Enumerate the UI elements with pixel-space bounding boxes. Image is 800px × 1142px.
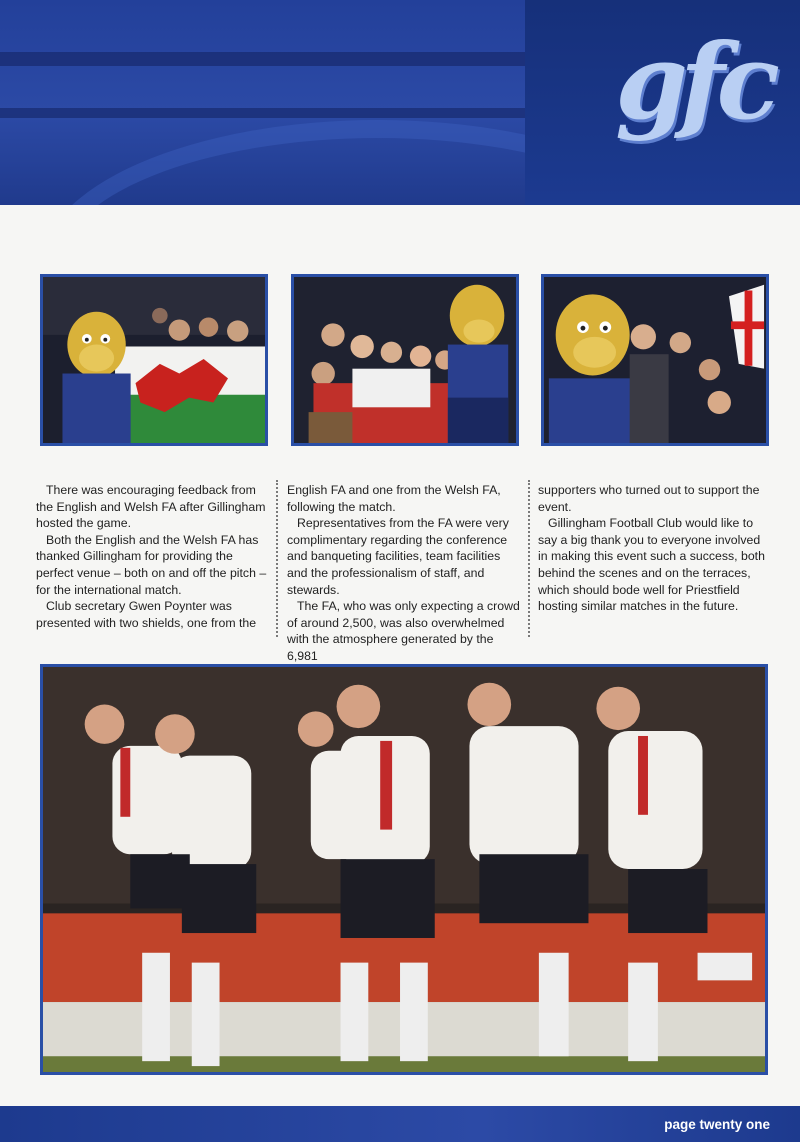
photo-england-players-running [40, 664, 768, 1075]
photo-mascot-young-fans [291, 274, 519, 446]
article-paragraph: supporters who turned out to support the event. [538, 483, 760, 514]
article-column-2 [287, 482, 521, 665]
article-column-3 [538, 482, 772, 615]
article-paragraph: The FA, who was only expecting a crowd of around 2,500, was also overwhelmed with the atmosphere generated by the 6,981 [287, 599, 520, 663]
column-divider [528, 480, 530, 637]
page-number: page twenty one [664, 1117, 770, 1132]
article-paragraph: English FA and one from the Welsh FA, following the match. [287, 483, 501, 514]
article-column-1 [36, 482, 270, 631]
header-banner [0, 0, 800, 205]
article-paragraph: Club secretary Gwen Poynter was presented with two shields, one from the [36, 599, 257, 630]
article-paragraph: There was encouraging feedback from the English and Welsh FA after Gillingham hosted the game. [36, 483, 266, 531]
photo-mascot-england-fans [541, 274, 769, 446]
column-divider [276, 480, 278, 637]
club-logo: gfc [615, 20, 772, 143]
article-paragraph: Both the English and the Welsh FA has thanked Gillingham for providing the perfect venue – both on and off the pitch – for the international match. [36, 532, 267, 597]
article-paragraph: Gillingham Football Club would like to say a big thank you to everyone involved in making this event such a success, both behind the scenes and on the terraces, which should bode well for Priestfield hosting similar matches in the future. [538, 516, 765, 614]
photo-mascot-welsh-flag [40, 274, 268, 446]
article-paragraph: Representatives from the FA were very complimentary regarding the conference and banqueting facilities, team facilities and the professionalism of staff, and stewards. [287, 516, 509, 597]
